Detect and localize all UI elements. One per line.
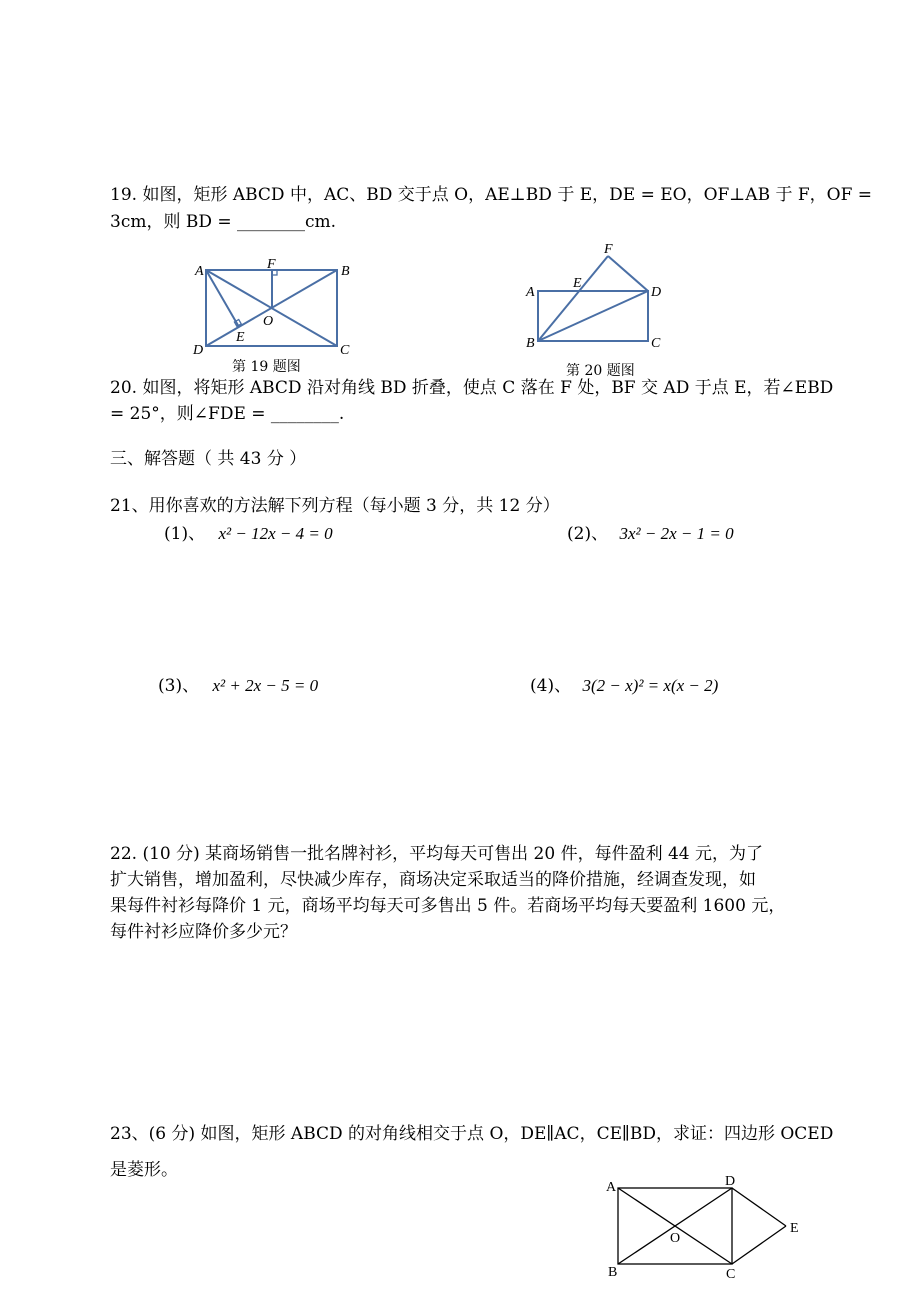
fig23-label-o: O [670, 1231, 681, 1246]
fig23-label-d: D [725, 1174, 736, 1189]
fig20-label-b: B [526, 336, 535, 351]
q21-p3-equation: x² + 2x − 5 = 0 [212, 676, 319, 695]
q21-p2-label: (2)、 [567, 524, 609, 544]
q20-line2: = 25°，则∠FDE = ________. [110, 404, 345, 424]
q21-p1-label: (1)、 [164, 524, 206, 544]
q22-line2: 扩大销售，增加盈利，尽快减少库存，商场决定采取适当的降价措施，经调查发现，如 [110, 870, 756, 890]
fig23-segment-ce [732, 1226, 786, 1264]
fig19-label-d: D [193, 343, 204, 358]
q21-p4-equation: 3(2 − x)² = x(x − 2) [582, 676, 719, 695]
fig20-label-e: E [573, 276, 582, 291]
caption-20: 第 20 题图 [566, 363, 635, 379]
q21-problem-3 [158, 672, 318, 700]
q21-p3-label: (3)、 [158, 676, 200, 696]
q23-line2: 是菱形。 [110, 1160, 178, 1180]
fig19-label-o: O [263, 314, 274, 329]
fig20-label-c: C [651, 336, 661, 351]
fig20-diagonal-bd [538, 291, 648, 341]
q19-line2: 3cm，则 BD = ________cm. [110, 212, 337, 232]
fig19-label-e: E [236, 330, 245, 345]
q21-title: 21、用你喜欢的方法解下列方程（每小题 3 分，共 12 分） [110, 496, 560, 516]
fig20-label-f: F [604, 242, 613, 257]
q21-problem-1 [164, 520, 333, 548]
figure-23 [600, 1170, 810, 1285]
q21-p2-equation: 3x² − 2x − 1 = 0 [619, 524, 734, 543]
fig23-label-a: A [606, 1180, 617, 1195]
fig20-segment-bf [538, 256, 608, 341]
q21-p1-equation: x² − 12x − 4 = 0 [218, 524, 333, 543]
caption-19: 第 19 题图 [232, 359, 301, 375]
figure-20 [520, 240, 670, 352]
fig23-segment-de [732, 1188, 786, 1226]
fig20-label-a: A [526, 285, 535, 300]
q21-problem-4 [530, 672, 718, 700]
section-3-heading: 三、解答题（ 共 43 分 ） [110, 449, 307, 469]
fig19-label-c: C [340, 343, 350, 358]
q20-line1: 20. 如图，将矩形 ABCD 沿对角线 BD 折叠，使点 C 落在 F 处，BF 交 AD 于点 E，若∠EBD [110, 378, 834, 398]
fig19-label-a: A [195, 264, 204, 279]
q21-p4-label: (4)、 [530, 676, 572, 696]
fig23-label-b: B [608, 1265, 618, 1280]
q22-line4: 每件衬衫应降价多少元？ [110, 922, 297, 942]
fig19-label-b: B [341, 264, 350, 279]
figure-19 [190, 258, 370, 358]
q22-line1: 22. (10 分) 某商场销售一批名牌衬衫，平均每天可售出 20 件，每件盈利 44 元，为了 [110, 844, 764, 864]
fig23-label-c: C [726, 1267, 736, 1282]
q22-line3: 果每件衬衫每降价 1 元，商场平均每天可多售出 5 件。若商场平均每天要盈利 1600 元， [110, 896, 786, 916]
fig20-label-d: D [651, 285, 662, 300]
q23-line1: 23、(6 分) 如图，矩形 ABCD 的对角线相交于点 O，DE∥AC，CE∥BD，求证：四边形 OCED [110, 1124, 834, 1144]
q19-line1: 19. 如图，矩形 ABCD 中，AC、BD 交于点 O，AE⊥BD 于 E，DE = EO，OF⊥AB 于 F，OF = [110, 185, 873, 205]
fig19-label-f: F [267, 258, 276, 272]
fig23-label-e: E [790, 1221, 799, 1236]
q21-problem-2 [567, 520, 734, 548]
fig20-segment-fd [608, 256, 648, 291]
